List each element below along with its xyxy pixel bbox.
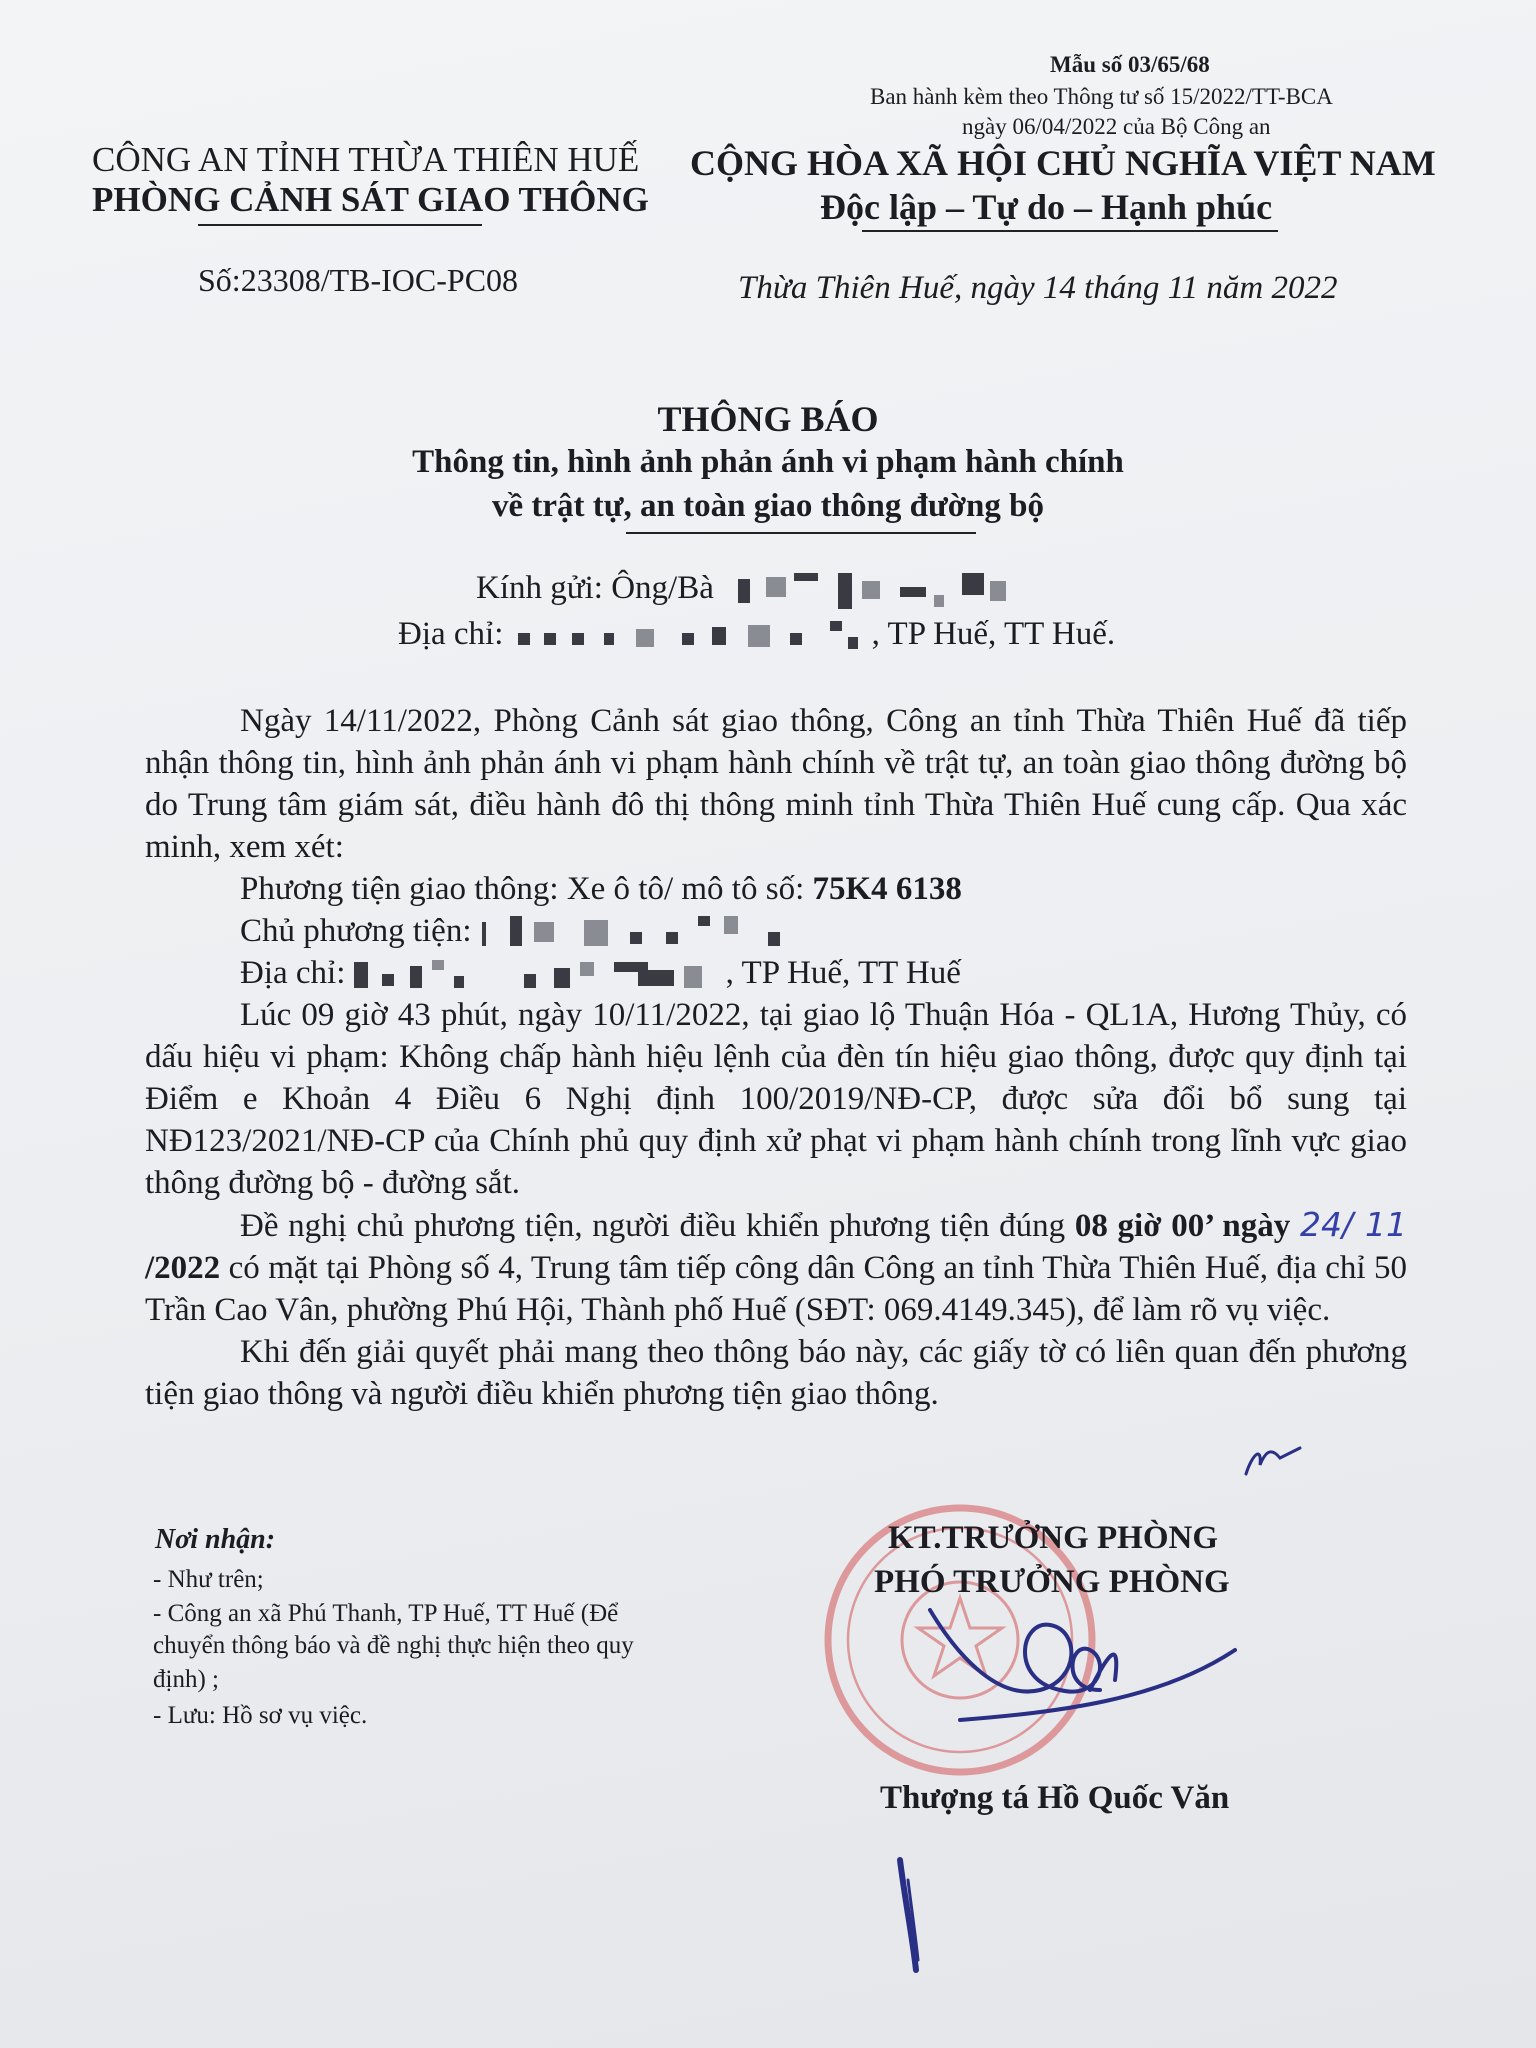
document-title: THÔNG BÁO xyxy=(657,399,879,439)
paragraph-documents: Khi đến giải quyết phải mang theo thông báo này, các giấy tờ có liên quan đến phương tiện giao thông và người điều khiển phương tiện giao thông. xyxy=(145,1334,1407,1412)
owner-address-suffix: , TP Huế, TT Huế xyxy=(725,955,961,991)
signer-name: Thượng tá Hồ Quốc Văn xyxy=(880,1780,1230,1816)
recipients-heading: Nơi nhận: xyxy=(155,1524,276,1555)
recipient-prefix: Kính gửi: Ông/Bà xyxy=(476,570,714,606)
recipient-item: - Lưu: Hồ sơ vụ việc. xyxy=(153,1702,368,1729)
nation-motto: Độc lập – Tự do – Hạnh phúc xyxy=(820,187,1273,227)
recipient-item: định) ; xyxy=(153,1666,219,1693)
owner-address-label: Địa chỉ: xyxy=(240,955,346,991)
document-number: Số:23308/TB-IOC-PC08 xyxy=(198,262,519,298)
paragraph-violation: Lúc 09 giờ 43 phút, ngày 10/11/2022, tại giao lộ Thuận Hóa - QL1A, Hương Thủy, có dấu hiệu vi phạm: Không chấp hành hiệu lệnh của đèn tín hiệu giao thông, được quy định tại Điểm e Khoản 4 Điều 6 Nghị định 100/2019/NĐ-CP, được sửa đổi bổ sung tại NĐ123/2021/NĐ-CP của Chính phủ quy định xử phạt vi phạm hành chính trong lĩnh vực giao thông đường bộ - đường sắt. xyxy=(145,997,1407,1201)
initial-mark xyxy=(1246,1448,1300,1474)
handwritten-date: 24/ 11 xyxy=(1299,1205,1407,1244)
signatory-title-2: PHÓ TRƯỞNG PHÒNG xyxy=(874,1564,1230,1600)
form-issued-line1: Ban hành kèm theo Thông tư số 15/2022/TT-BCA xyxy=(870,84,1333,109)
recipient-item: - Như trên; xyxy=(153,1566,264,1593)
paragraph-summons: Đề nghị chủ phương tiện, người điều khiển phương tiện đúng 08 giờ 00’ ngày 24/ 11 /2022 có mặt tại Phòng số 4, Trung tâm tiếp công dân Công an tỉnh Thừa Thiên Huế, địa chỉ 50 Trần Cao Vân, phường Phú Hội, Thành phố Huế (SĐT: 069.4149.345), để làm rõ vụ việc. xyxy=(145,1205,1407,1328)
license-plate: 75K4 6138 xyxy=(812,871,962,907)
form-issued-line2: ngày 06/04/2022 của Bộ Công an xyxy=(962,114,1271,139)
address-suffix: , TP Huế, TT Huế. xyxy=(871,616,1116,652)
address-prefix: Địa chỉ: xyxy=(398,616,504,652)
recipient-item: - Công an xã Phú Thanh, TP Huế, TT Huế (Để xyxy=(153,1600,619,1627)
form-number: Mẫu số 03/65/68 xyxy=(1050,52,1210,77)
owner-label: Chủ phương tiện: xyxy=(240,913,472,949)
vehicle-label: Phương tiện giao thông: Xe ô tô/ mô tô số: xyxy=(240,871,813,907)
paragraph-intro: Ngày 14/11/2022, Phòng Cảnh sát giao thông, Công an tỉnh Thừa Thiên Huế đã tiếp nhận thông tin, hình ảnh phản ánh vi phạm hành chính về trật tự, an toàn giao thông đường bộ do Trung tâm giám sát, điều hành đô thị thông minh tỉnh Thừa Thiên Huế cung cấp. Qua xác minh, xem xét: xyxy=(145,703,1407,865)
recipient-item: chuyển thông báo và đề nghị thực hiện theo quy xyxy=(153,1632,634,1659)
agency-parent: CÔNG AN TỈNH THỪA THIÊN HUẾ xyxy=(92,140,640,179)
nation-name: CỘNG HÒA XÃ HỘI CHỦ NGHĨA VIỆT NAM xyxy=(690,143,1436,183)
document-subtitle-1: Thông tin, hình ảnh phản ánh vi phạm hành chính xyxy=(412,444,1124,480)
place-date: Thừa Thiên Huế, ngày 14 tháng 11 năm 2022 xyxy=(738,270,1338,306)
document-subtitle-2: về trật tự, an toàn giao thông đường bộ xyxy=(491,488,1044,524)
agency-department: PHÒNG CẢNH SÁT GIAO THÔNG xyxy=(92,180,649,219)
signatory-title-1: KT.TRƯỞNG PHÒNG xyxy=(888,1520,1218,1556)
lower-ink-stroke xyxy=(900,1860,918,1970)
